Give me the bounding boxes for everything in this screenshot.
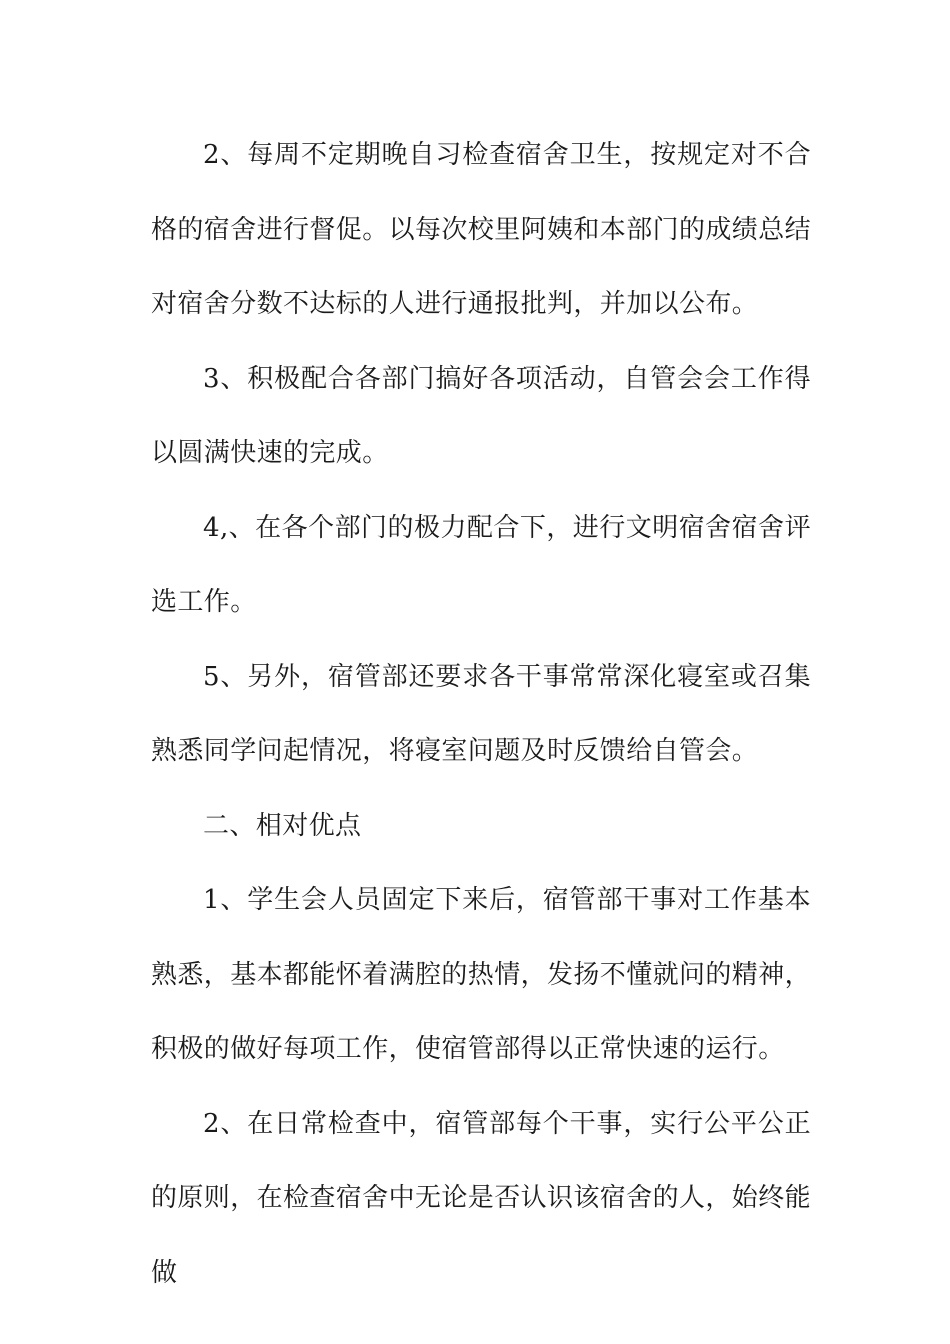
paragraph-department-cooperation: 3、积极配合各部门搞好各项活动，自管会会工作得以圆满快速的完成。 [151, 363, 811, 468]
paragraph-dorm-inspection: 2、每周不定期晚自习检查宿舍卫生，按规定对不合格的宿舍进行督促。以每次校里阿姨和本部门的成绩总结对宿舍分数不达标的人进行通报批判，并加以公布。 [151, 140, 812, 319]
paragraph-feedback: 5、另外，宿管部还要求各干事常常深化寝室或召集熟悉同学问起情况，将寝室问题及时反馈给自管会。 [151, 661, 811, 766]
paragraph-advantage-fairness: 2、在日常检查中，宿管部每个干事，实行公平公正的原则，在检查宿舍中无论是否认识该宿舍的人，始终能做 [151, 1108, 812, 1288]
section-heading-advantages: 二、相对优点 [203, 810, 362, 841]
paragraph-civilized-dorm-selection: 4,、在各个部门的极力配合下，进行文明宿舍宿舍评选工作。 [151, 512, 811, 617]
document-body [151, 118, 811, 1310]
paragraph-advantage-familiarity: 1、学生会人员固定下来后，宿管部干事对工作基本熟悉，基本都能怀着满腔的热情，发扬不懂就问的精神，积极的做好每项工作，使宿管部得以正常快速的运行。 [151, 885, 812, 1064]
